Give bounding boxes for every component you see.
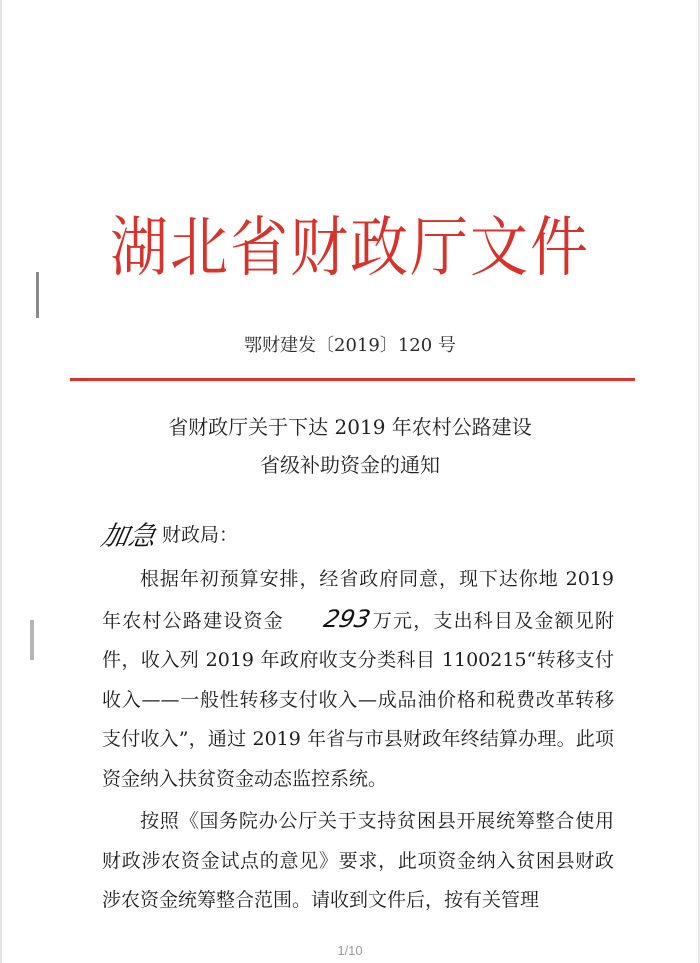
scan-speck xyxy=(30,620,34,660)
document-title: 湖北省财政厅文件 xyxy=(109,209,590,286)
page-number: 1/10 xyxy=(337,943,363,958)
paragraph-1-part-2: 万元，支出科目及金额见附件，收入列 2019 年政府收支分类科目 1100215“转移支付收入——一般性转移支付收入—成品油价格和税费改革转移支付收入”，通过 2019 年省与市县财政年终结算办理。此项资金纳入扶贫资金动态监控系统。 xyxy=(102,609,614,790)
body-text xyxy=(102,560,614,921)
handwritten-amount: 293 xyxy=(320,604,373,633)
document-number: 鄂财建发〔2019〕120 号 xyxy=(244,335,456,356)
subject-line-1: 省财政厅关于下达 2019 年农村公路建设 xyxy=(168,415,532,439)
handwritten-recipient: 加急 xyxy=(98,520,159,552)
red-divider-line xyxy=(70,378,635,381)
paragraph-1 xyxy=(102,560,614,799)
paragraph-2: 按照《国务院办公厅关于支持贫困县开展统筹整合使用财政涉农资金试点的意见》要求，此项资金纳入贫困县财政涉农资金统筹整合范围。请收到文件后，按有关管理 xyxy=(102,810,614,911)
subject-line-2: 省级补助资金的通知 xyxy=(260,453,440,477)
recipient-suffix: 财政局： xyxy=(162,523,239,546)
recipient-line xyxy=(98,511,239,555)
paragraph-1-part-1: 根据年初预算安排，经省政府同意，现下达你地 2019 年农村公路建设资金 xyxy=(102,568,614,632)
document-subject xyxy=(0,408,700,484)
